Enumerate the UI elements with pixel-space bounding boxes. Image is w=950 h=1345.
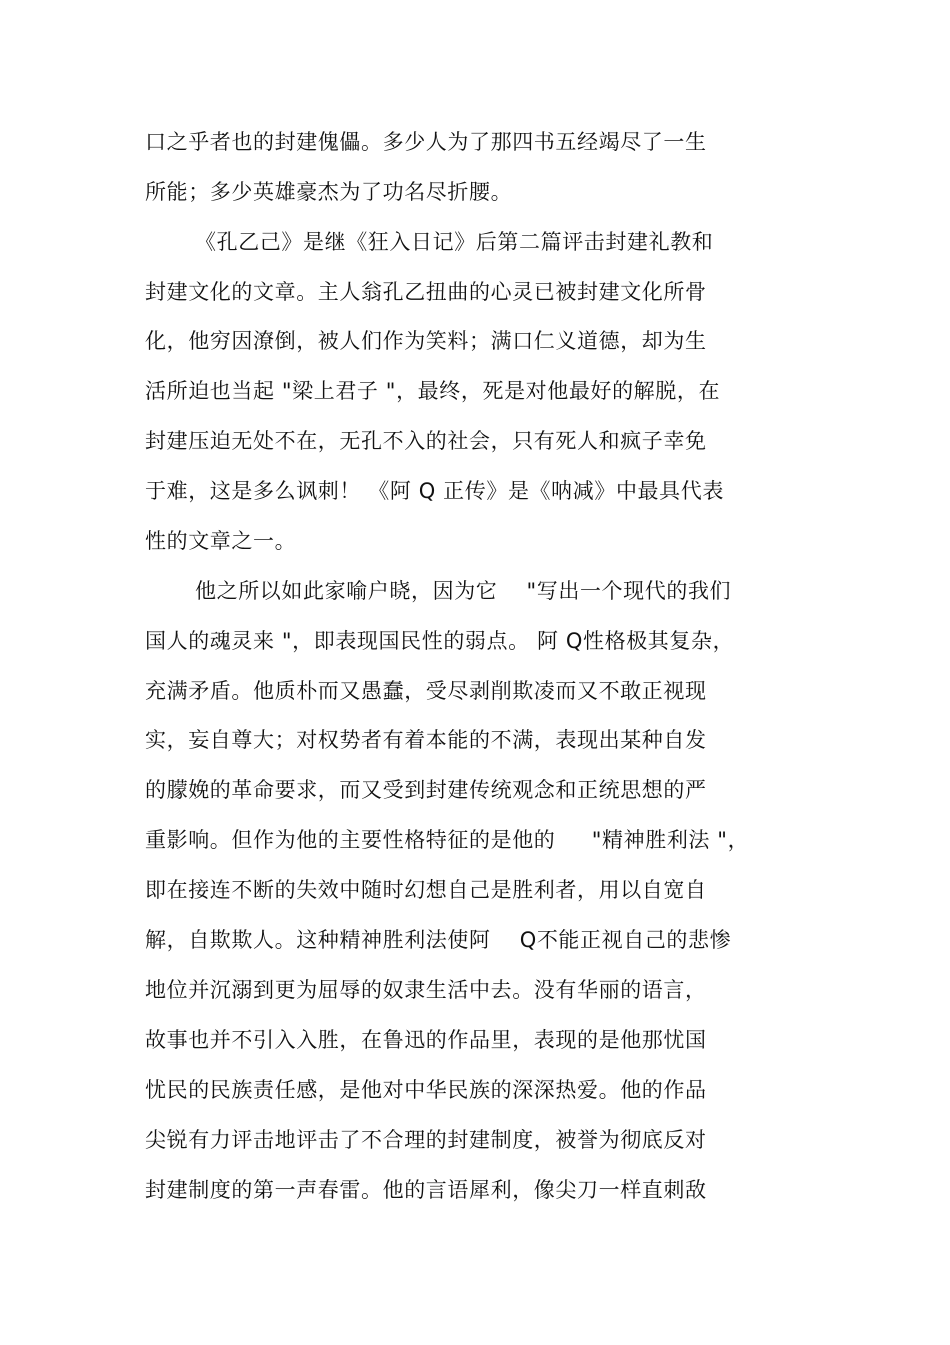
text-line: 忧民的民族责任感，是他对中华民族的深深热爱。他的作品 bbox=[145, 1078, 707, 1102]
text-line: 尖锐有力评击地评击了不合理的封建制度，被誉为彻底反对 bbox=[145, 1128, 707, 1152]
text-line: 充满矛盾。他质朴而又愚蠢，受尽剥削欺凌而又不敢正视现 bbox=[145, 679, 707, 703]
text-line: 封建制度的第一声春雷。他的言语犀利，像尖刀一样直刺敌 bbox=[145, 1178, 707, 1202]
text-line: 的朦娩的革命要求，而又受到封建传统观念和正统思想的严 bbox=[145, 778, 707, 802]
text-line: 即在接连不断的失效中随时幻想自己是胜利者，用以自宽自 bbox=[145, 878, 707, 902]
text-line: 国人的魂灵来 "，即表现国民性的弱点。 阿 Q性格极其复杂， bbox=[145, 629, 735, 653]
text-line: 性的文章之一。 bbox=[145, 529, 297, 553]
paragraph-first-line: 《孔乙己》是继《狂入日记》后第二篇评击封建礼教和 bbox=[195, 230, 714, 254]
text-line: 口之乎者也的封建傀儡。多少人为了那四书五经竭尽了一生 bbox=[145, 130, 707, 154]
text-line: 于难，这是多么讽刺！ 《阿 Q 正传》是《呐减》中最具代表 bbox=[145, 479, 724, 503]
text-line: 实，妄自尊大；对权势者有着本能的不满，表现出某种自发 bbox=[145, 728, 707, 752]
text-line: 封建文化的文章。主人翁孔乙扭曲的心灵已被封建文化所骨 bbox=[145, 280, 707, 304]
text-line: 故事也并不引入入胜，在鲁迅的作品里，表现的是他那忧国 bbox=[145, 1028, 707, 1052]
text-line: 活所迫也当起 "梁上君子 "，最终，死是对他最好的解脱，在 bbox=[145, 379, 721, 403]
text-line: 重影响。但作为他的主要性格特征的是他的 "精神胜利法 "， bbox=[145, 828, 750, 852]
text-line: 封建压迫无处不在，无孔不入的社会，只有死人和疯子幸免 bbox=[145, 429, 707, 453]
text-line: 解，自欺欺人。这种精神胜利法使阿 Q不能正视自己的悲惨 bbox=[145, 928, 732, 952]
text-line: 地位并沉溺到更为屈辱的奴隶生活中去。没有华丽的语言， bbox=[145, 978, 707, 1002]
paragraph-first-line: 他之所以如此家喻户晓，因为它 "写出一个现代的我们 bbox=[195, 579, 732, 603]
text-line: 化，他穷因潦倒，被人们作为笑料；满口仁义道德，却为生 bbox=[145, 329, 707, 353]
text-line: 所能；多少英雄豪杰为了功名尽折腰。 bbox=[145, 180, 513, 204]
